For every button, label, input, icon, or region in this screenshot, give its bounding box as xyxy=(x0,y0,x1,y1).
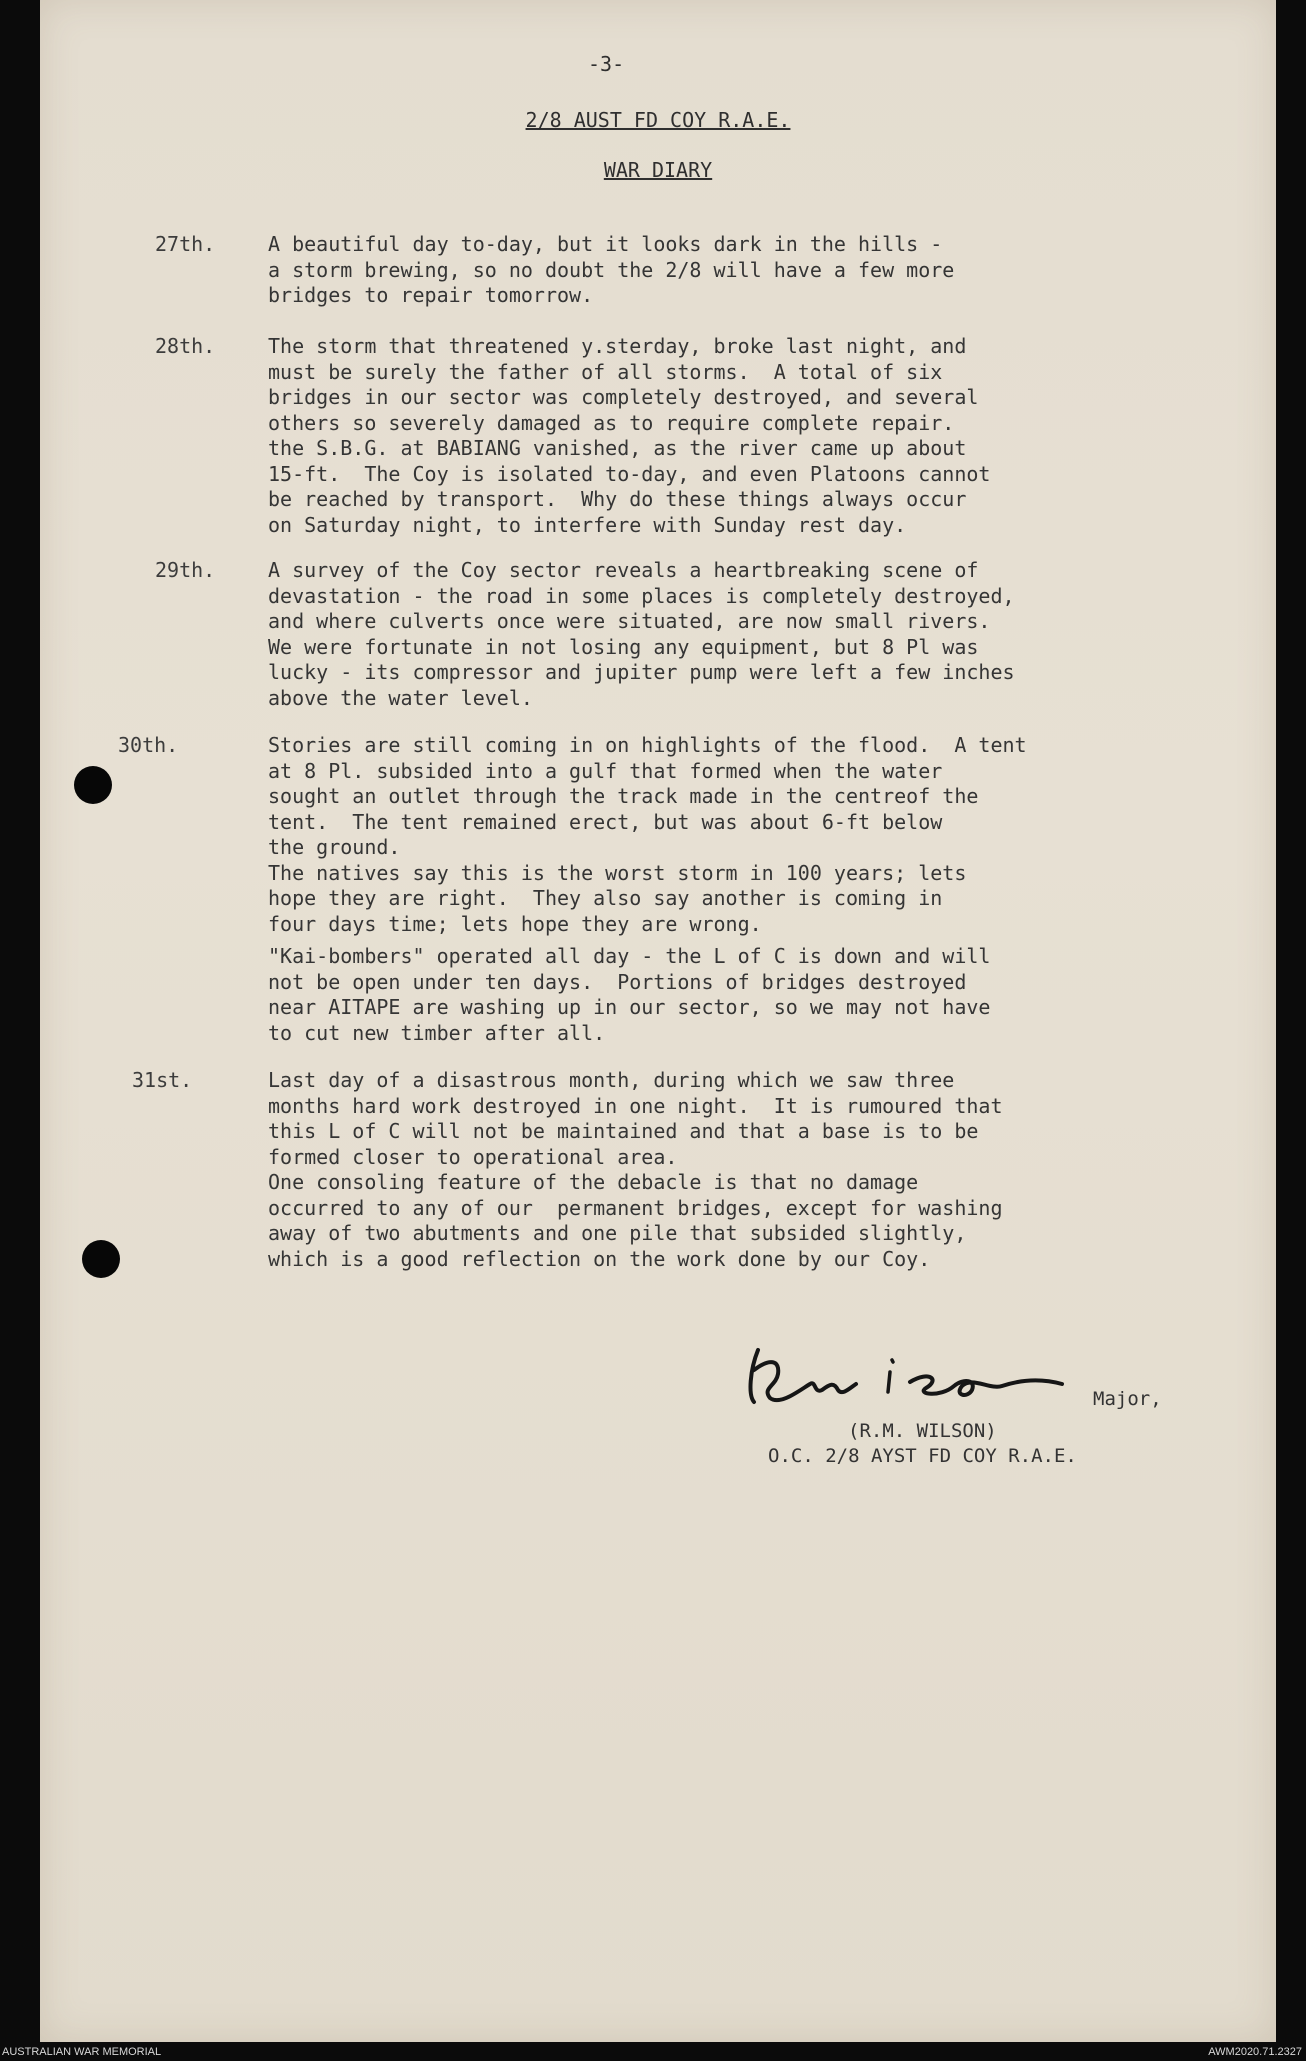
unit-heading: 2/8 AUST FD COY R.A.E. xyxy=(525,108,791,132)
entry-date-29: 29th. xyxy=(155,558,216,582)
entry-text-30-continued: "Kai-bombers" operated all day - the L of C is down and will not be open under ten days. Portions of bridges destroyed near AITAPE are washing up in our sector, so we may not have to cut new timber after all. xyxy=(268,944,991,1045)
footer-accession-number: AWM2020.71.2327 xyxy=(1208,2046,1302,2058)
entry-date-31: 31st. xyxy=(132,1068,193,1092)
diary-heading: WAR DIARY xyxy=(603,158,713,182)
signature-rank: Major, xyxy=(1093,1388,1162,1410)
entry-date-28: 28th. xyxy=(155,334,216,358)
document-page xyxy=(40,0,1276,2042)
signature-name: (R.M. WILSON) xyxy=(848,1420,997,1442)
entry-text-31: Last day of a disastrous month, during which we saw three months hard work destroyed in one night. It is rumoured that this L of C will not be maintained and that a base is to be formed closer to operational area. One consoling feature of the debacle is that no damage occurred to any of our permanent bridges, except for washing away of two abutments and one pile that subsided slightly, which is a good reflection on the work done by our Coy. xyxy=(268,1068,1003,1271)
footer-institution: AUSTRALIAN WAR MEMORIAL xyxy=(2,2046,162,2058)
entry-date-27: 27th. xyxy=(155,232,216,256)
entry-text-29: A survey of the Coy sector reveals a heartbreaking scene of devastation - the road in some places is completely destroyed, and where culverts once were situated, are now small rivers. We were fortunate in not losing any equipment, but 8 Pl was lucky - its compressor and jupiter pump were left a few inches above the water level. xyxy=(268,558,1015,710)
entry-text-27: A beautiful day to-day, but it looks dark in the hills - a storm brewing, so no doubt the 2/8 will have a few more bridges to repair tomorrow. xyxy=(268,232,955,307)
page-number: -3- xyxy=(588,52,625,76)
entry-text-30: Stories are still coming in on highlights of the flood. A tent at 8 Pl. subsided into a gulf that formed when the water sought an outlet through the track made in the centreof the tent. The tent remained erect, but was about 6-ft below the ground. The natives say this is the worst storm in 100 years; lets hope they are right. They also say another is coming in four days time; lets hope they are wrong. xyxy=(268,733,1027,936)
entry-text-28: The storm that threatened y.sterday, broke last night, and must be surely the father of all storms. A total of six bridges in our sector was completely destroyed, and several others so severely damaged as to require complete repair. the S.B.G. at BABIANG vanished, as the river came up about 15-ft. The Coy is isolated to-day, and even Platoons cannot be reached by transport. Why do these things always occur on Saturday night, to interfere with Sunday rest day. xyxy=(268,334,991,537)
punch-hole-bottom xyxy=(82,1240,120,1278)
entry-date-30: 30th. xyxy=(118,733,179,757)
signature-title: O.C. 2/8 AYST FD COY R.A.E. xyxy=(768,1445,1077,1467)
punch-hole-top xyxy=(74,766,112,804)
